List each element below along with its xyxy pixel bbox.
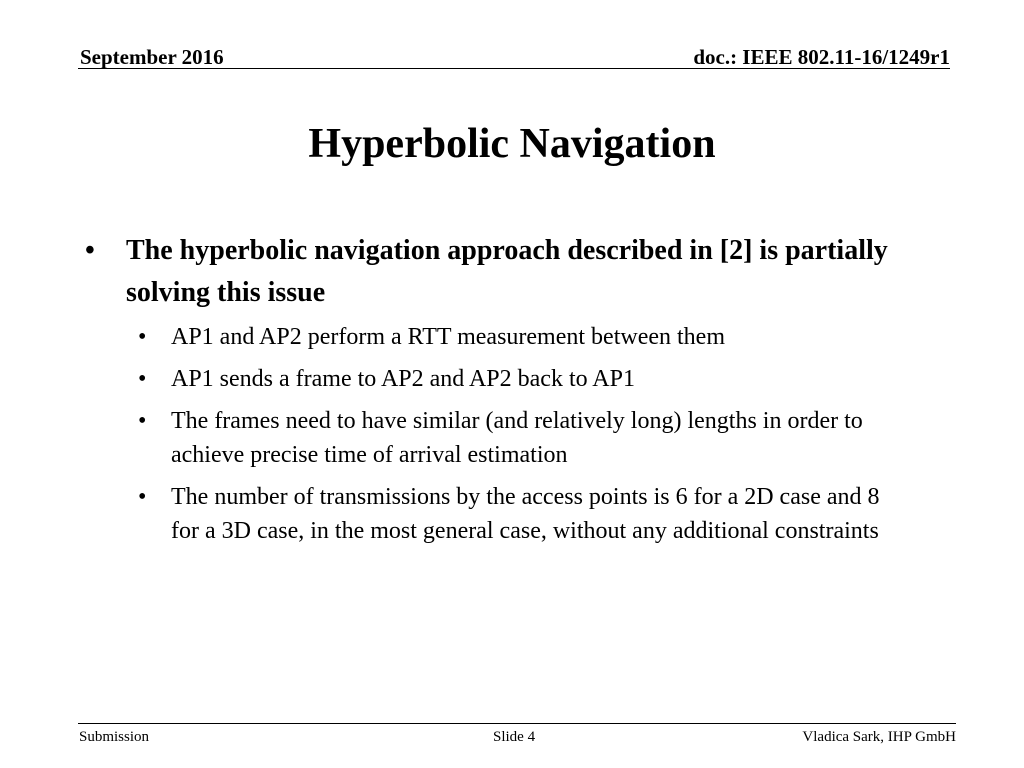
- footer-slide-number: Slide 4: [493, 729, 536, 745]
- sub-bullet: [138, 362, 901, 396]
- footer-submission: Submission: [79, 729, 150, 745]
- sub-bullet-text: AP1 and AP2 perform a RTT measurement between them: [171, 324, 725, 350]
- footer-author: Vladica Sark, IHP GmbH: [802, 729, 956, 745]
- sub-bullet-text: AP1 sends a frame to AP2 and AP2 back to AP1: [171, 366, 635, 392]
- sub-bullet-text: The frames need to have similar (and relatively long) lengths in order to achieve precise time of arrival estimation: [171, 408, 863, 468]
- footer-divider: [78, 723, 956, 724]
- header-document-id: doc.: IEEE 802.11-16/1249r1: [693, 45, 950, 69]
- bullet-dot-icon: •: [85, 235, 95, 266]
- sub-bullet: [138, 404, 901, 472]
- header-date: September 2016: [80, 45, 224, 69]
- sub-bullet-list: [85, 320, 955, 548]
- main-bullet: [85, 230, 955, 314]
- sub-bullet: [138, 320, 901, 354]
- main-bullet-text: The hyperbolic navigation approach described in [2] is partially solving this issue: [126, 235, 888, 308]
- sub-bullet-text: The number of transmissions by the access points is 6 for a 2D case and 8 for a 3D case, in the most general case, without any additional constraints: [171, 484, 880, 544]
- slide-title: Hyperbolic Navigation: [308, 121, 716, 167]
- bullet-dot-icon: •: [138, 484, 147, 510]
- bullet-dot-icon: •: [138, 366, 147, 392]
- bullet-dot-icon: •: [138, 324, 147, 350]
- slide-content: [85, 230, 955, 556]
- header-divider: [78, 68, 950, 69]
- bullet-dot-icon: •: [138, 408, 147, 434]
- sub-bullet: [138, 480, 901, 548]
